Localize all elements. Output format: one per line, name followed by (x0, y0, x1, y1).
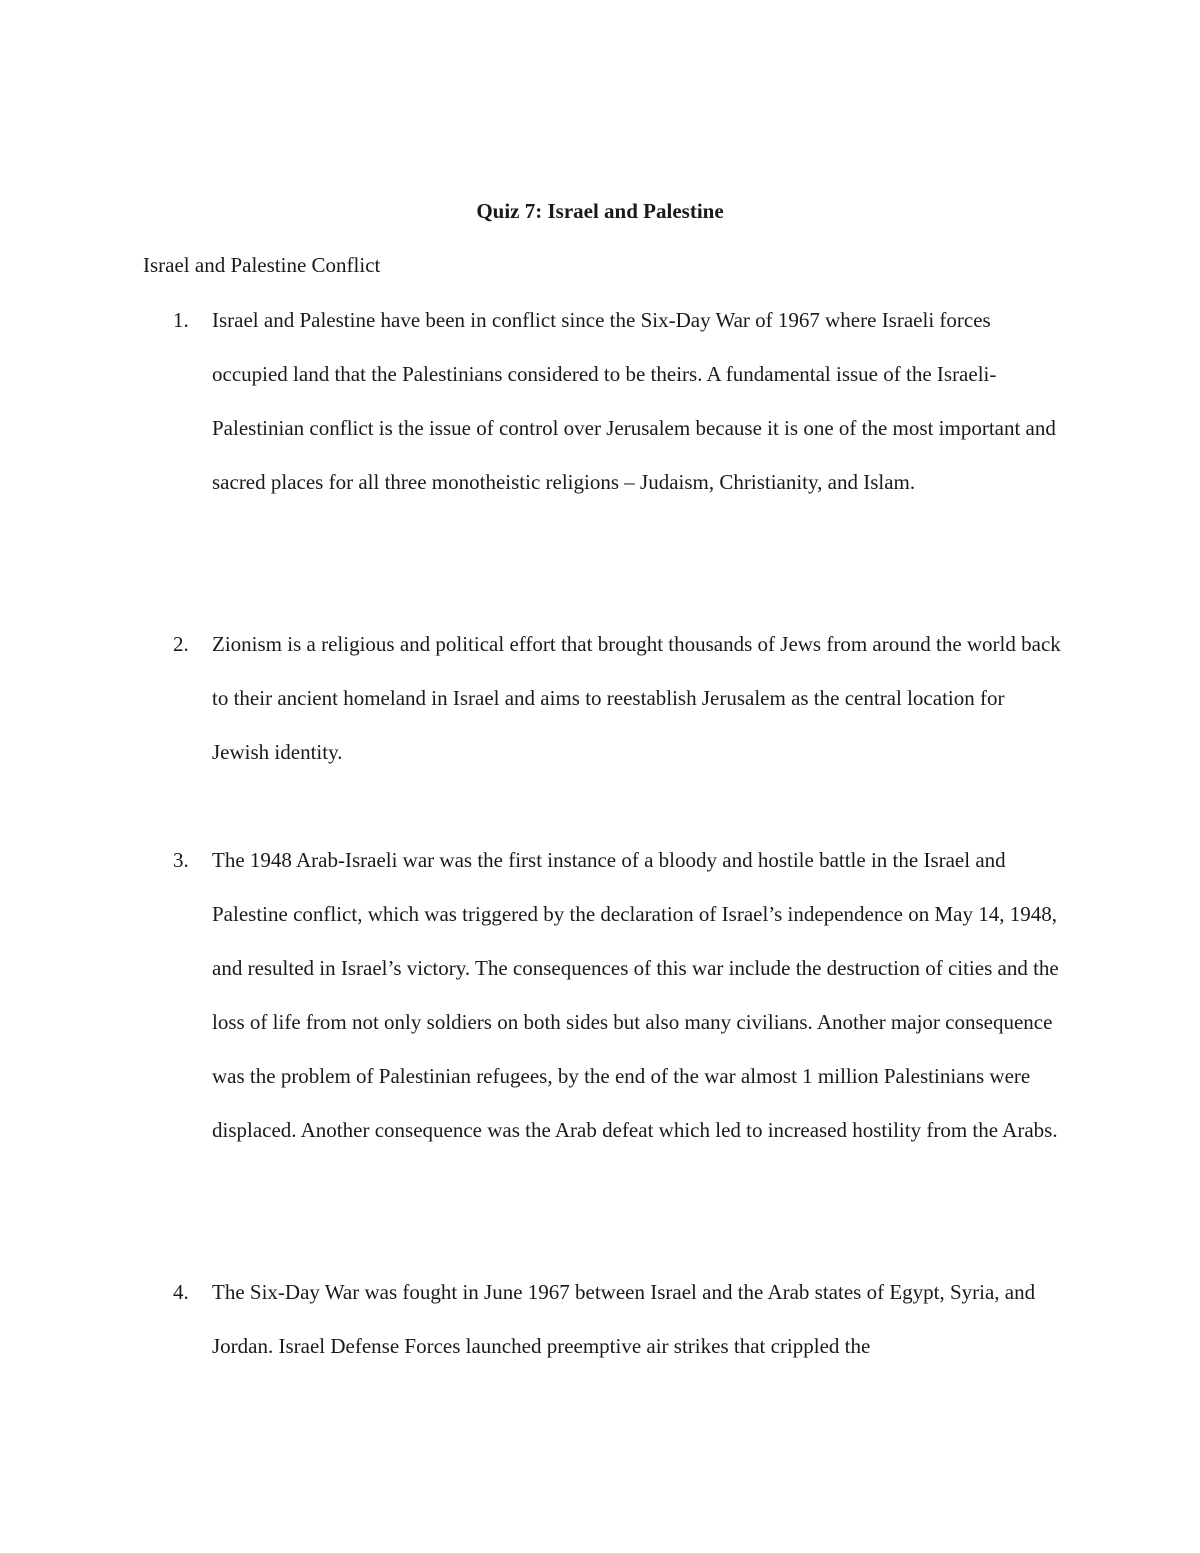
list-item-4 (143, 1265, 1083, 1373)
list-item-text: Zionism is a religious and political effort that brought thousands of Jews from around the world back to their ancient homeland in Israel and aims to reestablish Jerusalem as the central location for Jewish identity. (212, 632, 1061, 764)
list-item-1 (143, 293, 1083, 509)
list-item-number: 4. (173, 1280, 189, 1304)
list-item-number: 3. (173, 848, 189, 872)
list-item-text: Israel and Palestine have been in conflict since the Six-Day War of 1967 where Israeli forces occupied land that the Palestinians considered to be theirs. A fundamental issue of the Israeli-Palestinian conflict is the issue of control over Jerusalem because it is one of the most important and sacred places for all three monotheistic religions – Judaism, Christianity, and Islam. (212, 308, 1056, 494)
list-item-2 (143, 617, 1083, 779)
list-item-text: The Six-Day War was fought in June 1967 between Israel and the Arab states of Egypt, Syria, and Jordan. Israel Defense Forces launched preemptive air strikes that crippled the (212, 1280, 1036, 1358)
list-item-number: 1. (173, 308, 189, 332)
page-title: Quiz 7: Israel and Palestine (476, 199, 724, 223)
list-item-number: 2. (173, 632, 189, 656)
list-item-3 (143, 833, 1083, 1157)
list-item-text: The 1948 Arab-Israeli war was the first instance of a bloody and hostile battle in the Israel and Palestine conflict, which was triggered by the declaration of Israel’s independence on May 14, 1948, and resulted in Israel’s victory. The consequences of this war include the destruction of cities and the loss of life from not only soldiers on both sides but also many civilians. Another major consequence was the problem of Palestinian refugees, by the end of the war almost 1 million Palestinians were displaced. Another consequence was the Arab defeat which led to increased hostility from the Arabs. (212, 848, 1059, 1142)
section-heading: Israel and Palestine Conflict (143, 253, 381, 277)
